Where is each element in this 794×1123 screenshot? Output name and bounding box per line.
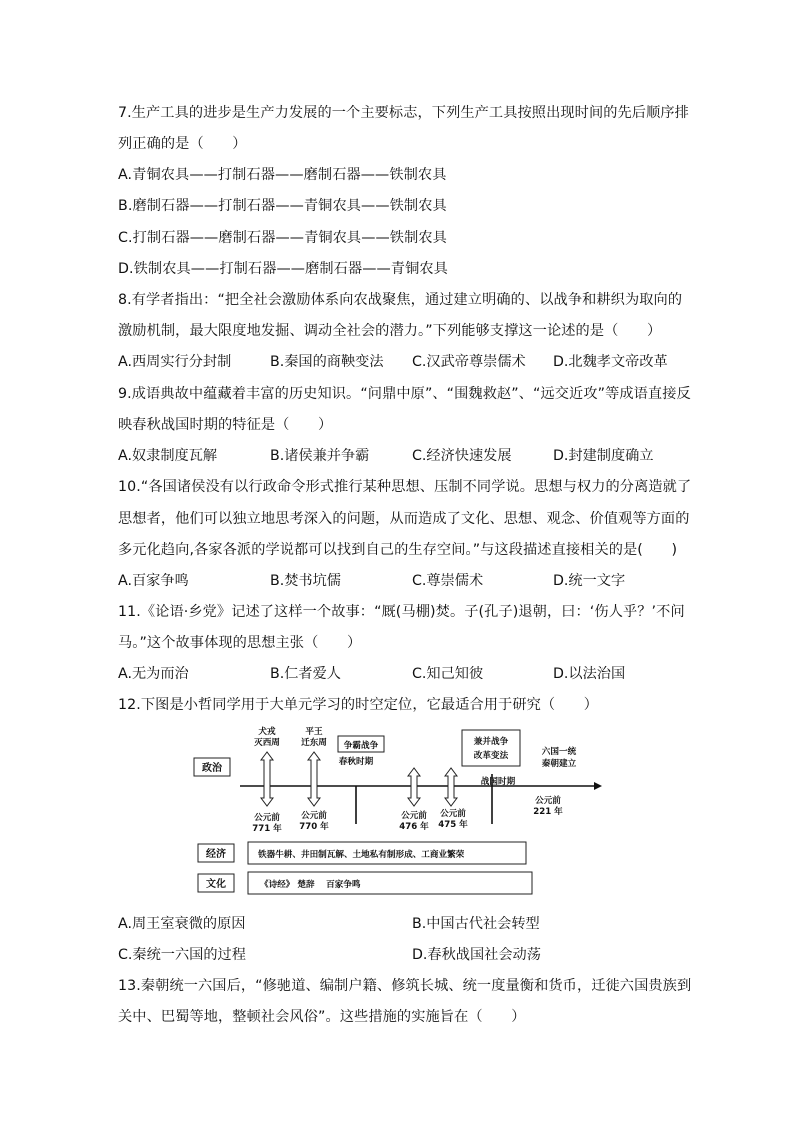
date-771-line2: 771 年	[252, 824, 282, 834]
unification-line1: 六国一统	[541, 747, 577, 757]
date-771-line1: 公元前	[254, 813, 280, 823]
date-475-line2: 475 年	[438, 820, 468, 830]
q7-stem-line2: 列正确的是（ ）	[118, 136, 247, 152]
date-770-line1: 公元前	[301, 811, 327, 821]
q11-stem-line2: 马。”这个故事体现的思想主张（ ）	[118, 635, 362, 651]
timeline-diagram	[190, 722, 610, 902]
event-1-line1: 犬戎	[258, 727, 276, 737]
date-221-line2: 221 年	[533, 807, 563, 817]
q10-option-d[interactable]: D.统一文字	[553, 573, 626, 589]
event-1-line2: 灭西周	[254, 738, 280, 748]
economy-text: 铁器牛耕、井田制瓦解、土地私有制形成、工商业繁荣	[258, 850, 465, 860]
q10-stem-line3: 多元化趋向,各家各派的学说都可以找到自己的生存空间。”与这段描述直接相关的是( )	[118, 542, 678, 558]
q8-option-b[interactable]: B.秦国的商鞅变法	[270, 354, 384, 370]
date-221-line1: 公元前	[535, 796, 561, 806]
q11-option-a[interactable]: A.无为而治	[118, 666, 189, 682]
q9-option-d[interactable]: D.封建制度确立	[553, 448, 654, 464]
box-annexation-line2: 改革变法	[473, 751, 509, 761]
event-2-line1: 平王	[305, 727, 323, 737]
box-annexation-line1: 兼并战争	[473, 737, 509, 747]
date-476-line1: 公元前	[401, 811, 427, 821]
q9-option-c[interactable]: C.经济快速发展	[412, 448, 512, 464]
period-warring-label: 战国时期	[480, 777, 516, 787]
timeline-arrowhead	[594, 782, 602, 790]
event-2-line2: 迁东周	[301, 738, 327, 748]
row-label-politics: 政治	[202, 763, 222, 774]
q9-option-a[interactable]: A.奴隶制度瓦解	[118, 448, 218, 464]
q12-stem-line1: 12.下图是小哲同学用于大单元学习的时空定位，它最适合用于研究（ ）	[118, 697, 599, 713]
q7-stem-line1: 7.生产工具的进步是生产力发展的一个主要标志，下列生产工具按照出现时间的先后顺序排	[118, 105, 689, 121]
date-475-line1: 公元前	[440, 809, 466, 819]
unification-line2: 秦朝建立	[541, 759, 577, 769]
double-arrow-771	[261, 752, 273, 806]
timeline-svg	[190, 722, 610, 902]
q10-stem-line2: 思想者，他们可以独立地思考深入的问题，从而造成了文化、思想、观念、价值观等方面的	[118, 511, 690, 527]
q10-option-b[interactable]: B.焚书坑儒	[270, 573, 341, 589]
q12-option-b[interactable]: B.中国古代社会转型	[412, 916, 540, 932]
q7-option-b[interactable]: B.磨制石器——打制石器——青铜农具——铁制农具	[118, 198, 447, 214]
q12-option-a[interactable]: A.周王室衰微的原因	[118, 916, 246, 932]
q7-option-a[interactable]: A.青铜农具——打制石器——磨制石器——铁制农具	[118, 167, 447, 183]
q7-option-d[interactable]: D.铁制农具——打制石器——磨制石器——青铜农具	[118, 261, 448, 277]
q12-option-d[interactable]: D.春秋战国社会动荡	[412, 947, 541, 963]
q11-option-c[interactable]: C.知己知彼	[412, 666, 484, 682]
q8-stem-line1: 8.有学者指出：“把全社会激励体系向农战聚焦，通过建立明确的、以战争和耕织为取向的	[118, 292, 683, 308]
q8-option-a[interactable]: A.西周实行分封制	[118, 354, 232, 370]
double-arrow-770	[308, 752, 320, 806]
q11-stem-line1: 11.《论语·乡党》记述了这样一个故事：“厩(马棚)焚。子(孔子)退朝，曰：‘伤人乎？’不问	[118, 604, 685, 620]
q11-option-d[interactable]: D.以法治国	[553, 666, 626, 682]
q10-stem-line1: 10.“各国诸侯没有以行政命令形式推行某种思想、压制不同学说。思想与权力的分离造就了	[118, 479, 692, 495]
period-spring-label: 春秋时期	[338, 757, 374, 767]
q12-option-c[interactable]: C.秦统一六国的过程	[118, 947, 246, 963]
date-770-line2: 770 年	[299, 822, 329, 832]
q9-stem-line1: 9.成语典故中蕴藏着丰富的历史知识。“问鼎中原”、“围魏救赵”、“远交近攻”等成语直接反	[118, 386, 691, 402]
date-476-line2: 476 年	[399, 822, 429, 832]
q9-option-b[interactable]: B.诸侯兼并争霸	[270, 448, 370, 464]
box-hegemony-text: 争霸战争	[343, 741, 379, 751]
q8-option-d[interactable]: D.北魏孝文帝改革	[553, 354, 668, 370]
q10-option-c[interactable]: C.尊崇儒术	[412, 573, 484, 589]
q11-option-b[interactable]: B.仁者爱人	[270, 666, 341, 682]
q9-stem-line2: 映春秋战国时期的特征是（ ）	[118, 417, 333, 433]
q13-stem-line2: 关中、巴蜀等地，整顿社会风俗”。这些措施的实施旨在（ ）	[118, 1009, 526, 1025]
double-arrow-475	[445, 768, 457, 806]
row-label-culture: 文化	[206, 879, 226, 890]
q10-option-a[interactable]: A.百家争鸣	[118, 573, 189, 589]
q13-stem-line1: 13.秦朝统一六国后，“修驰道、编制户籍、修筑长城、统一度量衡和货币，迁徙六国贵族到	[118, 978, 692, 994]
q7-option-c[interactable]: C.打制石器——磨制石器——青铜农具——铁制农具	[118, 230, 447, 246]
q8-option-c[interactable]: C.汉武帝尊崇儒术	[412, 354, 526, 370]
row-label-economy: 经济	[206, 849, 226, 860]
culture-text: 《诗经》 楚辞 百家争鸣	[260, 880, 361, 890]
q8-stem-line2: 激励机制，最大限度地发掘、调动全社会的潜力。”下列能够支撑这一论述的是（ ）	[118, 323, 662, 339]
double-arrow-476	[408, 768, 420, 806]
